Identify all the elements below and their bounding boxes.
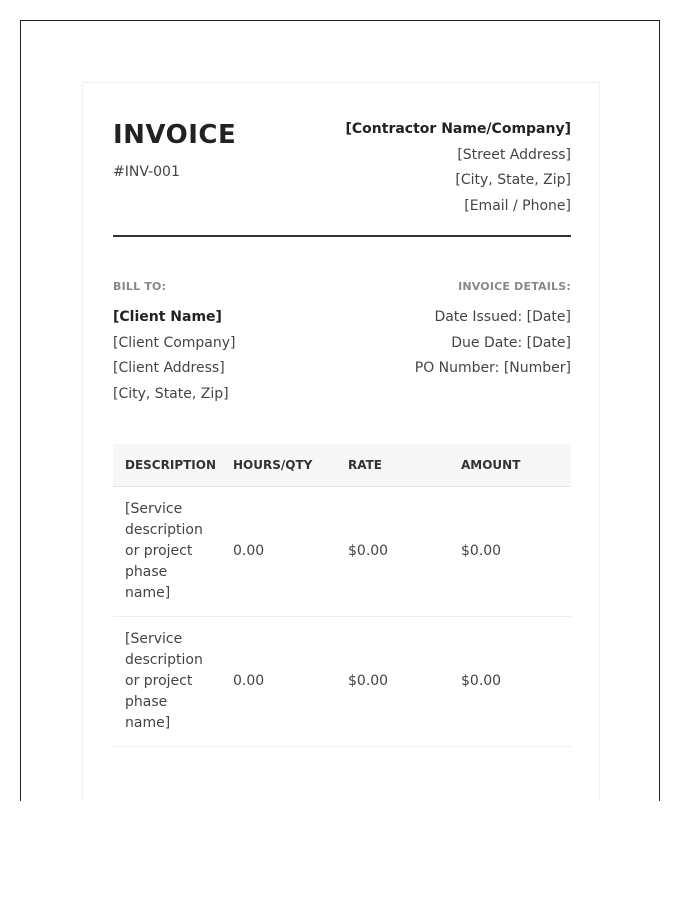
contractor-city: [City, State, Zip] bbox=[455, 172, 571, 188]
header-amount: AMOUNT bbox=[449, 444, 571, 487]
document-frame bbox=[20, 20, 660, 801]
row-qty: 0.00 bbox=[221, 487, 336, 617]
po-number: PO Number: [Number] bbox=[414, 360, 571, 376]
line-items-table bbox=[113, 444, 571, 747]
client-name: [Client Name] bbox=[113, 309, 222, 325]
row-amount: $0.00 bbox=[449, 487, 571, 617]
client-address: [Client Address] bbox=[113, 360, 225, 376]
invoice-details-block bbox=[415, 280, 571, 382]
contractor-street: [Street Address] bbox=[457, 146, 571, 163]
invoice-number: #INV-001 bbox=[113, 164, 180, 180]
table-row bbox=[113, 617, 571, 747]
bill-to-label: BILL TO: bbox=[113, 280, 167, 293]
row-amount: $0.00 bbox=[449, 617, 571, 747]
date-issued: Date Issued: [Date] bbox=[434, 309, 571, 325]
invoice-details-label: INVOICE DETAILS: bbox=[458, 280, 571, 293]
contractor-name: [Contractor Name/Company] bbox=[345, 121, 571, 137]
row-rate: $0.00 bbox=[336, 617, 449, 747]
contractor-contact: [Email / Phone] bbox=[464, 197, 571, 214]
bill-to-block bbox=[113, 280, 236, 407]
contractor-block bbox=[346, 117, 572, 219]
header-description: DESCRIPTION bbox=[113, 444, 221, 487]
row-rate: $0.00 bbox=[336, 487, 449, 617]
client-company: [Client Company] bbox=[113, 334, 236, 351]
row-description: [Service description or project phase name] bbox=[113, 487, 221, 617]
table-row bbox=[113, 487, 571, 617]
table-header-row bbox=[113, 444, 571, 487]
row-qty: 0.00 bbox=[221, 617, 336, 747]
header-divider bbox=[113, 235, 571, 237]
invoice-title: INVOICE bbox=[113, 120, 237, 150]
due-date: Due Date: [Date] bbox=[451, 334, 571, 351]
row-description: [Service description or project phase name] bbox=[113, 617, 221, 747]
header-rate: RATE bbox=[336, 444, 449, 487]
invoice-sheet bbox=[82, 82, 600, 801]
header-qty: HOURS/QTY bbox=[221, 444, 336, 487]
client-city: [City, State, Zip] bbox=[113, 385, 229, 402]
